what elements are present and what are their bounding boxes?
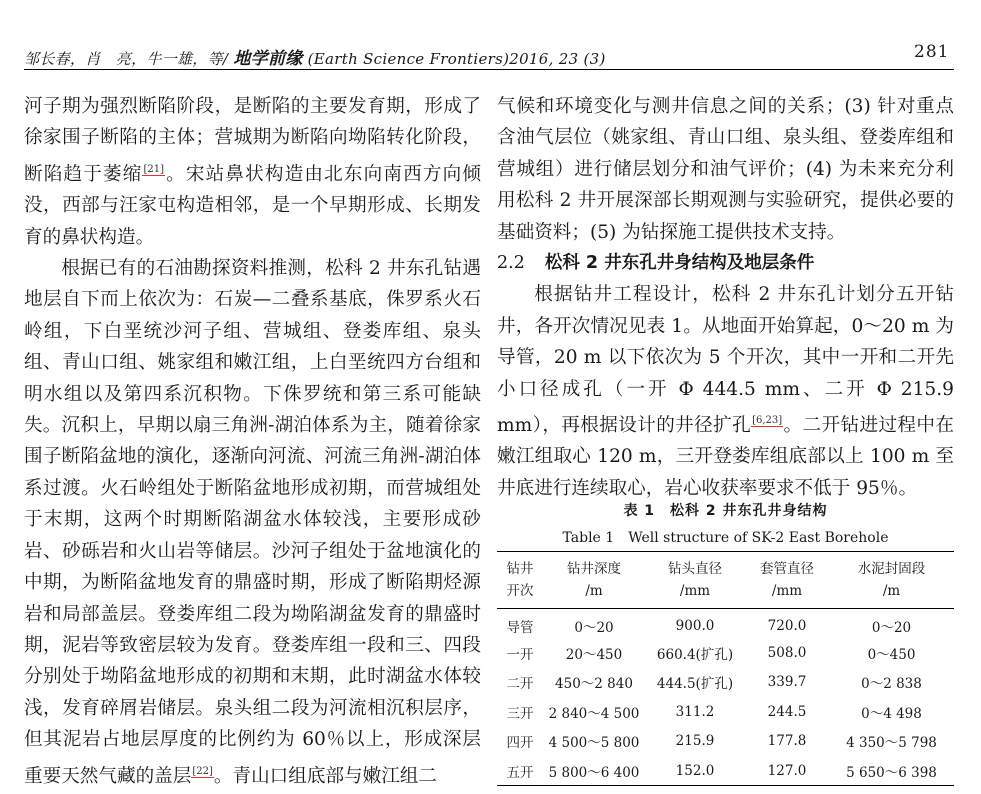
table-cell: 导管 — [506, 619, 534, 636]
table-cell: 339.7 — [767, 674, 807, 691]
header-year-volume: 2016, 23 (3) — [509, 50, 606, 68]
citation-link[interactable]: [6,23] — [752, 415, 783, 427]
table-cell: 450～2 840 — [555, 676, 633, 693]
header-authors: 邹长春，肖 亮，牛一雄，等/ — [24, 50, 229, 68]
header-unit: /mm — [679, 583, 711, 599]
table-caption-english: Table 1 Well structure of SK-2 East Borehole — [562, 530, 889, 546]
well-structure-table — [497, 551, 954, 786]
header-line: 水泥封固段 — [857, 561, 926, 577]
header-line: 套管直径 — [760, 561, 814, 577]
table-cell: 二开 — [506, 676, 534, 693]
header-rule — [24, 69, 954, 70]
table-cell: 311.2 — [675, 703, 715, 720]
header-journal-title: 地学前缘 — [233, 49, 303, 69]
right-paragraph-1: 气候和环境变化与测井信息之间的关系；(3) 针对重点含油气层位（姚家组、青山口组、泉头组、登娄库组和营城组）进行储层划分和油气评价；(4) 为未来充分利用松科 2 井开展深部长期观测与实验研究，提供必要的基础资料；(5) 为钻探施工提供技术支持。 — [497, 96, 954, 243]
table-cell: 4 350～5 798 — [846, 735, 937, 752]
text-run: 。青山口组底部与嫩江组二 — [213, 765, 438, 787]
header-line: 钻井 — [506, 561, 534, 577]
table-cell: 5 800～6 400 — [548, 764, 640, 781]
text-run: 根据钻井工程设计，松科 2 井东孔计划分五开钻井，各开次情况见表 1。从地面开始算起，0～20 m 为导管，20 m 以下依次为 5 个开次，其中一开和二开先小口径成孔（一开 Φ 444.5 mm、二开 Φ 215.9 mm），再根据设计的井径扩孔 — [497, 284, 954, 437]
header-cell-stage — [497, 552, 543, 609]
table-cell: 20～450 — [565, 646, 623, 663]
table-row — [497, 756, 954, 786]
left-paragraph-2 — [24, 253, 481, 792]
table-row — [497, 668, 954, 698]
table-row — [497, 609, 954, 639]
header-cell-casing-diameter — [745, 552, 829, 609]
table-cell: 0～450 — [867, 646, 916, 663]
table-cell: 五开 — [506, 764, 534, 781]
table-cell: 一开 — [506, 646, 534, 663]
text-run: 根据已有的石油勘探资料推测，松科 2 井东孔钻遇地层自下而上依次为：石炭—二叠系基底，侏罗系火石岭组，下白垩统沙河子组、营城组、登娄库组、泉头组、青山口组、姚家组和嫩江组，上白垩统四方台组和明水组以及第四系沉积物。下侏罗统和第三系可能缺失。沉积上，早期以扇三角洲-湖泊体系为主，随着徐家围子断陷盆地的演化，逐渐向河流、河流三角洲-湖泊体系过渡。火石岭组处于断陷盆地形成初期，而营城组处于末期，这两个时期断陷湖盆水体较浅，主要形成砂岩、砂砾岩和火山岩等储层。沙河子组处于盆地演化的中期，为断陷盆地发育的鼎盛时期，形成了断陷期烃源岩和局部盖层。登娄库组二段为坳陷湖盆发育的鼎盛时期，泥岩等致密层较为发育。登娄库组一段和三、四段分别处于坳陷盆地形成的初期和末期，此时湖盆水体较浅，发育碎屑岩储层。泉头组二段为河流相沉积层序，但其泥岩占地层厚度的比例约为 60％以上，形成深层重要天然气藏的盖层 — [24, 258, 481, 787]
header-cell-cement-section — [829, 552, 954, 609]
header-unit: /m — [882, 583, 901, 599]
citation-link[interactable]: [21] — [143, 163, 165, 175]
table-cell: 三开 — [506, 705, 534, 722]
left-column — [24, 91, 481, 792]
text-run: 。宋站鼻状构造由北东向南西方向倾没，西部与汪家屯构造相邻，是一个早期形成、长期发育的鼻状构造。 — [24, 163, 481, 248]
header-cell-depth — [543, 552, 645, 609]
table-cell: 720.0 — [767, 617, 807, 634]
table-cell: 152.0 — [675, 762, 715, 779]
table-cell: 0～4 498 — [861, 705, 922, 722]
header-line: 钻井深度 — [567, 561, 621, 577]
left-paragraph-1 — [24, 91, 481, 253]
table-cell: 0～2 838 — [861, 676, 922, 693]
page-number: 281 — [914, 42, 950, 62]
citation-link[interactable]: [22] — [192, 765, 213, 777]
table-cell: 0～20 — [871, 619, 912, 636]
section-title: 松科 2 井东孔井身结构及地层条件 — [544, 253, 815, 274]
table-row — [497, 727, 954, 757]
text-run: 河子期为强烈断陷阶段，是断陷的主要发育期，形成了徐家围子断陷的主体；营城期为断陷向坳陷转化阶段，断陷趋于萎缩 — [24, 96, 481, 185]
table-header-row — [497, 552, 954, 609]
table-caption-chinese: 表 1 松科 2 井东孔井身结构 — [623, 503, 828, 519]
table-cell: 2 840～4 500 — [548, 705, 640, 722]
table-row — [497, 697, 954, 727]
header-line: 钻头直径 — [668, 561, 722, 577]
table-cell: 4 500～5 800 — [548, 735, 640, 752]
table-cell: 四开 — [506, 735, 534, 752]
header-unit: /mm — [771, 583, 803, 599]
table-cell: 215.9 — [675, 733, 715, 750]
header-cell-bit-diameter — [645, 552, 745, 609]
text-run: 。二开钻进过程中在嫩江组取心 120 m，三开登娄库组底部以上 100 m 至井底进行连续取心，岩心收获率要求不低于 95％。 — [497, 415, 954, 499]
right-paragraph-2 — [497, 279, 954, 504]
header-unit: /m — [585, 583, 603, 599]
table-cell: 244.5 — [767, 703, 807, 720]
table-cell: 508.0 — [767, 644, 807, 661]
right-column — [497, 91, 954, 504]
header-line: 开次 — [506, 583, 534, 599]
section-heading — [497, 248, 954, 279]
table-cell: 900.0 — [675, 617, 715, 634]
header-journal-english: (Earth Science Frontiers) — [307, 50, 510, 68]
running-header — [24, 44, 606, 69]
table-row — [497, 638, 954, 668]
table-cell: 127.0 — [767, 762, 807, 779]
table-cell: 5 650～6 398 — [846, 764, 937, 781]
table-cell: 660.4(扩孔) — [656, 646, 734, 663]
table-cell: 177.8 — [767, 733, 807, 750]
table-cell: 444.5(扩孔) — [656, 676, 734, 693]
table-cell: 0～20 — [574, 619, 614, 636]
section-number: 2.2 — [497, 253, 525, 274]
